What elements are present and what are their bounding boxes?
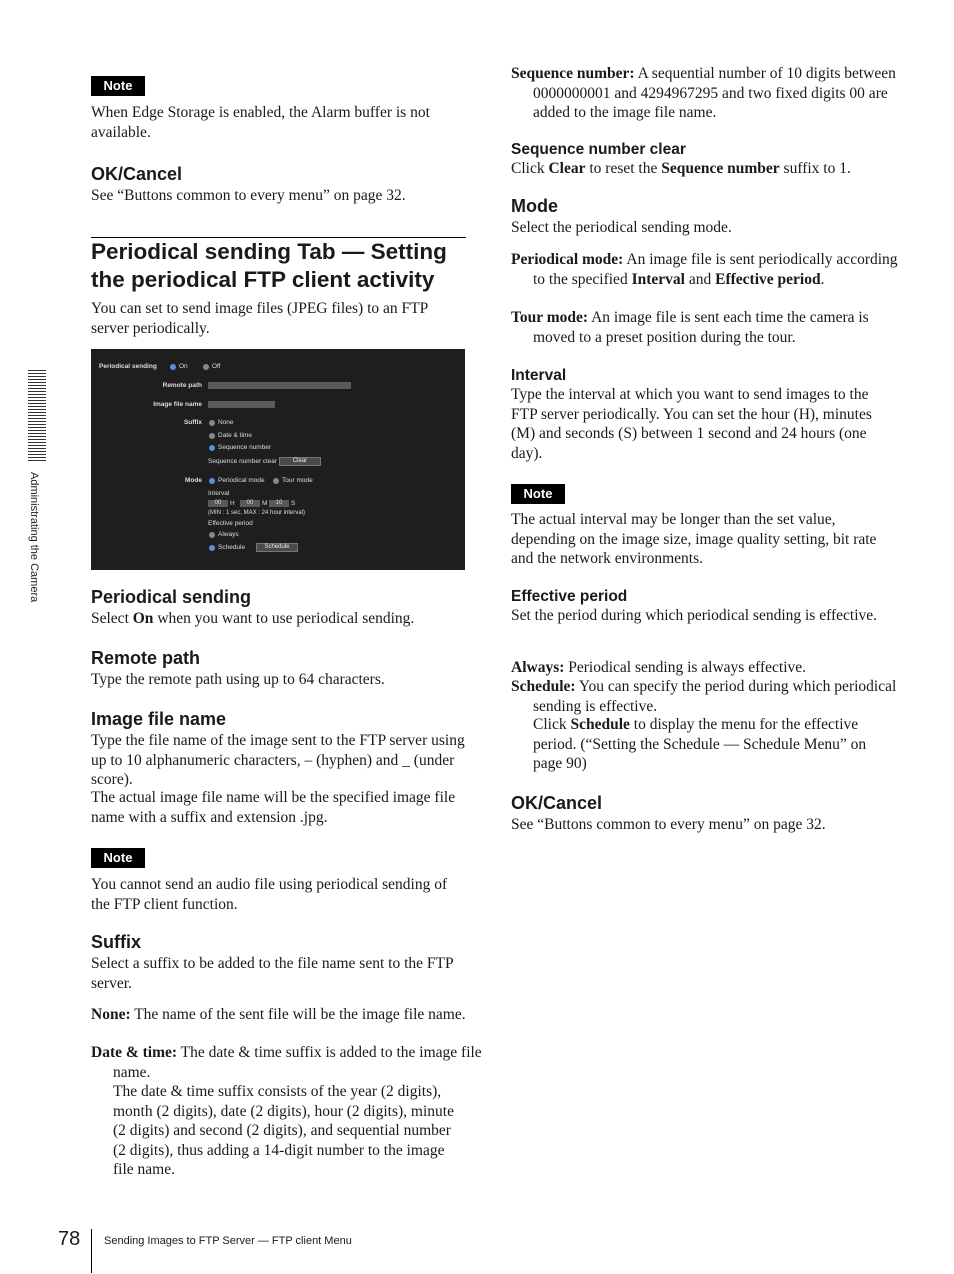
okcancel-heading-left: OK/Cancel	[91, 164, 183, 184]
schedule-item: Schedule: You can specify the period during which periodical sending is effective.	[511, 678, 897, 715]
seqclear-heading: Sequence number clear	[511, 141, 686, 158]
shot-datetime-radio	[209, 433, 215, 439]
page-number: 78	[58, 1228, 81, 1250]
note-badge-1: Note	[91, 76, 145, 96]
shot-datetime-label: Date & time	[218, 432, 252, 439]
shot-suffix-label: Suffix	[183, 419, 202, 426]
interval-text: Type the interval at which you want to send images to the FTP server periodically. You can set the hour (H), minutes (M) and seconds (S) between 1 second and 24 hours (one day).	[511, 386, 872, 462]
imagefile-text-2: The actual image file name will be the specified image file name with a suffix and extension .jpg.	[91, 789, 456, 826]
footer-divider	[91, 1229, 92, 1273]
okcancel-heading-right: OK/Cancel	[511, 793, 603, 813]
shot-tmode-radio	[273, 478, 279, 484]
shot-pmode-label: Periodical mode	[218, 477, 265, 484]
shot-none-radio	[209, 420, 215, 426]
shot-remote-field	[208, 382, 351, 389]
remote-heading: Remote path	[91, 648, 201, 668]
ftp-settings-screenshot	[91, 349, 465, 570]
suffix-datetime: Date & time: The date & time suffix is added to the image file name.	[91, 1044, 482, 1081]
shot-imagefile-field	[208, 401, 275, 408]
shot-interval-label: Interval	[208, 490, 230, 497]
imagefile-heading: Image file name	[91, 709, 227, 729]
note-badge-3: Note	[511, 484, 565, 504]
periodical-mode-item: Periodical mode: An image file is sent periodically according to the specified Interval and Effective period.	[511, 251, 898, 288]
shot-s-unit: S	[291, 500, 296, 507]
always-item: Always: Periodical sending is always effective.	[511, 659, 807, 676]
mode-heading: Mode	[511, 196, 558, 216]
shot-seq-radio	[209, 445, 215, 451]
shot-always-radio	[209, 532, 215, 538]
shot-periodical-label: Periodical sending	[99, 363, 157, 370]
shot-effective-label: Effective period	[208, 520, 253, 527]
shot-remote-label: Remote path	[162, 382, 202, 389]
shot-imagefile-label: Image file name	[153, 401, 202, 408]
note-2-text: You cannot send an audio file using periodical sending of the FTP client function.	[91, 876, 448, 913]
tour-mode-item: Tour mode: An image file is sent each time the camera is moved to a preset position during the tour.	[511, 309, 869, 346]
shot-mode-label: Mode	[185, 477, 202, 484]
shot-schedule-label: Schedule	[218, 544, 246, 551]
shot-m-unit: M	[262, 500, 268, 507]
imagefile-text-1: Type the file name of the image sent to the FTP server using up to 10 alphanumeric characters, – (hyphen) and _ (under score).	[91, 732, 465, 788]
note-badge-2: Note	[91, 848, 145, 868]
seq-number-item: Sequence number: A sequential number of 10 digits between 0000000001 and 4294967295 and two fixed digits 00 are added to the image file name.	[511, 65, 896, 121]
suffix-text: Select a suffix to be added to the file name sent to the FTP server.	[91, 955, 454, 992]
shot-on-label: On	[179, 363, 188, 370]
periodical-text: Select On when you want to use periodical sending.	[91, 610, 415, 627]
section-title-line1: Periodical sending Tab — Setting	[91, 239, 447, 264]
shot-h-field: 00	[208, 500, 228, 507]
section-intro: You can set to send image files (JPEG files) to an FTP server periodically.	[91, 300, 428, 337]
shot-range-text: (MIN : 1 sec, MAX : 24 hour interval)	[208, 510, 306, 516]
seqclear-text: Click Clear to reset the Sequence number suffix to 1.	[511, 160, 851, 177]
shot-tmode-label: Tour mode	[282, 477, 313, 484]
effective-text: Set the period during which periodical sending is effective.	[511, 607, 878, 624]
shot-schedule-radio	[209, 545, 215, 551]
side-tab-marker	[28, 370, 46, 462]
shot-none-label: None	[218, 419, 234, 426]
shot-always-label: Always	[218, 531, 239, 538]
side-tab-label: Administrating the Camera	[28, 472, 40, 603]
shot-seqclear-label: Sequence number clear	[208, 458, 278, 465]
okcancel-text-left: See “Buttons common to every menu” on page 32.	[91, 187, 406, 204]
mode-text: Select the periodical sending mode.	[511, 219, 732, 236]
section-title-line2: the periodical FTP client activity	[91, 267, 435, 292]
shot-schedule-button: Schedule	[256, 543, 298, 552]
note-1-text: When Edge Storage is enabled, the Alarm buffer is not available.	[91, 104, 430, 141]
suffix-heading: Suffix	[91, 932, 142, 952]
shot-pmode-radio	[209, 478, 215, 484]
shot-on-radio	[170, 364, 176, 370]
section-title	[91, 238, 471, 294]
shot-clear-button: Clear	[279, 457, 321, 466]
effective-heading: Effective period	[511, 588, 628, 605]
shot-off-radio	[203, 364, 209, 370]
interval-heading: Interval	[511, 367, 567, 384]
footer-text: Sending Images to FTP Server — FTP client Menu	[104, 1235, 352, 1247]
shot-seq-label: Sequence number	[218, 444, 272, 451]
schedule-detail: Click Schedule to display the menu for the effective period. (“Setting the Schedule — Schedule Menu” on page 90)	[533, 716, 867, 772]
remote-text: Type the remote path using up to 64 characters.	[91, 671, 385, 688]
periodical-heading: Periodical sending	[91, 587, 252, 607]
shot-h-unit: H	[230, 500, 235, 507]
suffix-none: None: The name of the sent file will be the image file name.	[91, 1006, 466, 1023]
shot-m-field: 00	[240, 500, 260, 507]
okcancel-text-right: See “Buttons common to every menu” on page 32.	[511, 816, 826, 833]
suffix-datetime-detail: The date & time suffix consists of the year (2 digits), month (2 digits), date (2 digits), hour (2 digits), minute (2 digits) and second (2 digits), and sequential number (2 digits), thus adding a 14-digit number to the image file name.	[113, 1083, 454, 1178]
shot-s-field: 10	[269, 500, 289, 507]
note-3-text: The actual interval may be longer than the set value, depending on the image size, image quality setting, bit rate and the network environments.	[511, 511, 877, 567]
shot-off-label: Off	[212, 363, 221, 370]
